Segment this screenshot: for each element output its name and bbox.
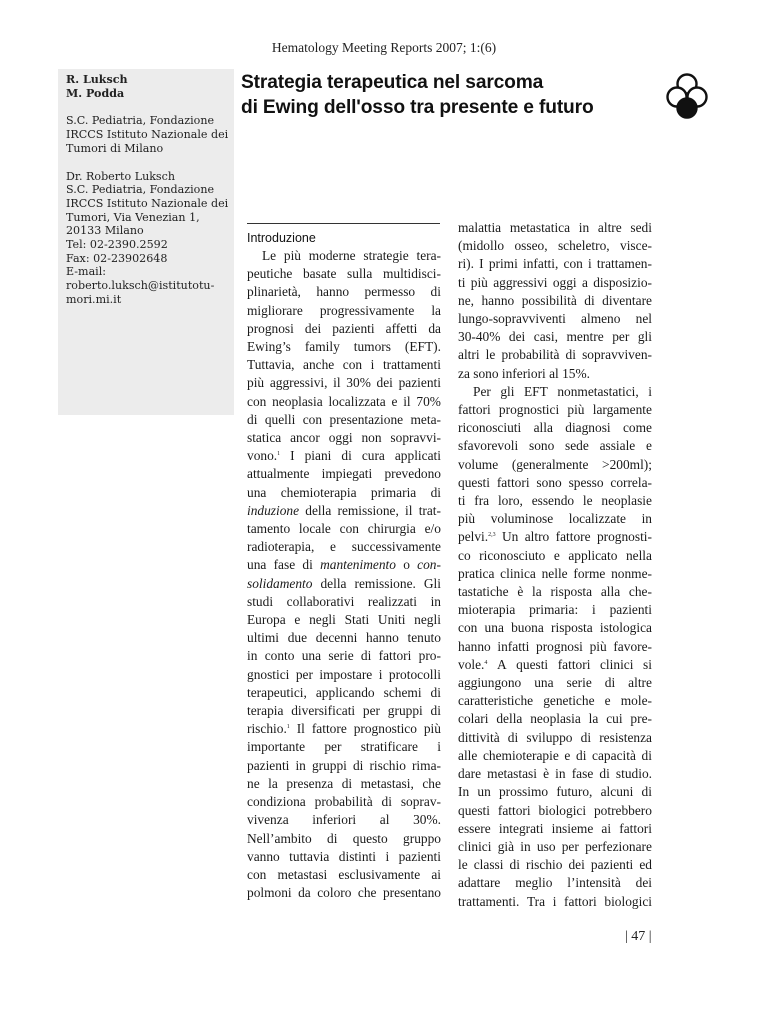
text-line: solidamento della remissione. Gli bbox=[247, 575, 441, 591]
text-line: essere integrati insieme ai fattori bbox=[458, 820, 652, 836]
text-line: una chemioterapia primaria di bbox=[247, 484, 441, 500]
text-line: riconosciuti alla diagnosi come bbox=[458, 420, 652, 436]
text-line: za sono inferiori al 15%. bbox=[458, 365, 591, 381]
text-line: co riconosciuto e applicato nella bbox=[458, 547, 652, 563]
text-line: vole.$^4$ A questi fattori clinici si bbox=[458, 656, 652, 672]
title-line: di Ewing dell'osso tra presente e futuro bbox=[241, 97, 594, 118]
text-line: Le più moderne strategie tera- bbox=[262, 248, 441, 263]
text-line: condiziona probabilità di soprav- bbox=[247, 794, 441, 810]
correspondence-line: Dr. Roberto Luksch bbox=[66, 169, 175, 183]
text-line: (midollo osseo, scheletro, visce- bbox=[458, 238, 652, 254]
text-line: ti fra loro, essendo le neoplasie bbox=[458, 493, 652, 509]
text-line: caratteristiche genetiche e mole- bbox=[458, 693, 652, 709]
text-line: Per gli EFT nonmetastatici, i bbox=[473, 383, 652, 399]
text-line: induzione della remissione, il trat- bbox=[247, 502, 441, 518]
correspondence-line: IRCCS Istituto Nazionale dei bbox=[66, 196, 229, 210]
text-line: peutiche basate sulla multidisci- bbox=[247, 266, 441, 282]
text-line: vanno tuttavia distinti i pazienti bbox=[247, 848, 441, 864]
journal-logo-icon bbox=[666, 72, 708, 120]
text-line: attualmente impiegati prevedono bbox=[247, 466, 441, 482]
body-column-left bbox=[247, 247, 441, 902]
text-line: ultimi due decenni hanno tenuto bbox=[247, 630, 441, 646]
text-line: 30-40% dei casi, mentre per gli bbox=[458, 329, 652, 345]
text-line: fattori prognostici più largamente bbox=[458, 402, 652, 418]
text-line: con una buona risposta istologica bbox=[458, 620, 652, 636]
text-line: radioterapia, e successivamente bbox=[247, 539, 441, 555]
text-line: terapia diversificati per gruppi di bbox=[247, 703, 441, 719]
running-head: Hematology Meeting Reports 2007; 1:(6) bbox=[271, 40, 497, 55]
text-line: plinarietà, hanno permesso di bbox=[247, 284, 441, 300]
page-number: | 47 | bbox=[625, 929, 652, 944]
section-rule bbox=[247, 223, 440, 224]
text-line: questi fattori sono spesso correla- bbox=[458, 474, 652, 490]
text-line: in conto una serie di fattori pro- bbox=[247, 648, 441, 664]
text-line: Nell’ambito di questo gruppo bbox=[247, 830, 441, 846]
text-line: trattamenti. Tra i fattori biologici bbox=[458, 893, 652, 909]
correspondence-line: Fax: 02-23902648 bbox=[66, 251, 168, 265]
text-line: le classi di rischio dei pazienti ed bbox=[458, 857, 652, 873]
text-line: con neoplasia localizzata e il 70% bbox=[247, 393, 441, 409]
affiliation-line: S.C. Pediatria, Fondazione bbox=[66, 114, 215, 128]
text-line: migliorare progressivamente la bbox=[247, 302, 441, 318]
email-line: roberto.luksch@istitutotu- bbox=[66, 279, 215, 293]
text-line: prognosi dei pazienti affetti da bbox=[247, 320, 441, 336]
text-line: aggiungono una serie di altre bbox=[458, 675, 652, 691]
text-line: sfavorevoli sono sede assiale e bbox=[458, 438, 652, 454]
text-line: hanno infatti prognosi più favore- bbox=[458, 638, 652, 654]
text-line: mioterapia primaria: i pazienti bbox=[458, 602, 652, 618]
text-line: ne, hanno possibilità di diventare bbox=[458, 292, 652, 308]
text-line: tastatiche è la risposta alla che- bbox=[458, 584, 652, 600]
text-line: terapeutici, applicando schemi di bbox=[247, 684, 441, 700]
body-column-right bbox=[458, 219, 652, 911]
correspondence-line: E-mail: bbox=[66, 265, 107, 279]
text-line: adattare meglio l’intensità dei bbox=[458, 875, 652, 891]
affiliation-line: Tumori di Milano bbox=[66, 141, 164, 155]
text-line: con metastasi esclusivamente ai bbox=[247, 866, 441, 882]
author-sidebar bbox=[58, 69, 234, 415]
text-line: polmoni da coloro che presentano bbox=[247, 885, 441, 901]
section-heading: Introduzione bbox=[247, 231, 316, 245]
text-line: ri). I primi infatti, con i trattamen- bbox=[458, 256, 652, 272]
text-line: ne la presenza di metastasi, che bbox=[247, 775, 441, 791]
text-line: In un prossimo futuro, alcuni di bbox=[458, 784, 652, 800]
author-2: M. Podda bbox=[66, 86, 125, 100]
correspondence-line: S.C. Pediatria, Fondazione bbox=[66, 183, 215, 197]
correspondence-line: 20133 Milano bbox=[66, 224, 144, 238]
text-line: importante per stratificare i bbox=[247, 739, 441, 755]
text-line: rischio.$^1$ Il fattore prognostico più bbox=[247, 721, 441, 737]
email-line: mori.mi.it bbox=[66, 292, 122, 306]
correspondence-line: Tumori, Via Venezian 1, bbox=[66, 210, 200, 224]
text-line: gnostici per impostare i protocolli bbox=[247, 666, 441, 682]
text-line: malattia metastatica in altre sedi bbox=[458, 220, 652, 235]
text-line: vivenza inferiori al 30%. bbox=[247, 812, 441, 828]
text-line: pelvi.$^{2,3}$ Un altro fattore prognosti- bbox=[458, 529, 652, 545]
text-line: statica ancor oggi non sopravvi- bbox=[247, 430, 441, 446]
text-line: studi collaborativi realizzati in bbox=[247, 593, 441, 609]
article-title bbox=[241, 70, 661, 120]
text-line: questi fattori biologici potrebbero bbox=[458, 802, 652, 818]
text-line: pratica clinica nelle forme nonme- bbox=[458, 565, 652, 581]
text-line: Tuttavia, anche con i trattamenti bbox=[247, 357, 441, 373]
text-line: vono.$^1$ I piani di cura applicati bbox=[247, 448, 441, 464]
text-line: Europa e negli Stati Uniti negli bbox=[247, 612, 441, 628]
text-line: volume (generalmente >200ml); bbox=[458, 456, 652, 472]
text-line: Ewing’s family tumors (EFT). bbox=[247, 339, 441, 355]
text-line: clinici già in uso per perfezionare bbox=[458, 838, 652, 854]
text-line: lungo-sopravviventi almeno nel bbox=[458, 311, 652, 327]
text-line: pazienti in gruppi di rischio rima- bbox=[247, 757, 441, 773]
text-line: altri le probabilità di sopravviven- bbox=[458, 347, 652, 363]
correspondence-line: Tel: 02-2390.2592 bbox=[66, 238, 168, 252]
title-line: Strategia terapeutica nel sarcoma bbox=[241, 72, 544, 93]
text-line: dare metastasi è in fase di studio. bbox=[458, 766, 652, 782]
text-line: alle chemioterapie e di capacità di bbox=[458, 747, 652, 763]
text-line: più aggressivi, il 30% dei pazienti bbox=[247, 375, 441, 391]
text-line: una fase di mantenimento o con- bbox=[247, 557, 441, 573]
text-line: colari della neoplasia la cui pre- bbox=[458, 711, 652, 727]
text-line: tamento locale con chirurgia e/o bbox=[247, 521, 441, 537]
author-1: R. Luksch bbox=[66, 73, 128, 86]
text-line: ti più aggressivi oggi a disposizio- bbox=[458, 274, 652, 290]
text-line: dittività di sviluppo di resistenza bbox=[458, 729, 652, 745]
text-line: più voluminose localizzate in bbox=[458, 511, 652, 527]
text-line: di quelli con presentazione meta- bbox=[247, 411, 441, 427]
affiliation-line: IRCCS Istituto Nazionale dei bbox=[66, 128, 229, 142]
